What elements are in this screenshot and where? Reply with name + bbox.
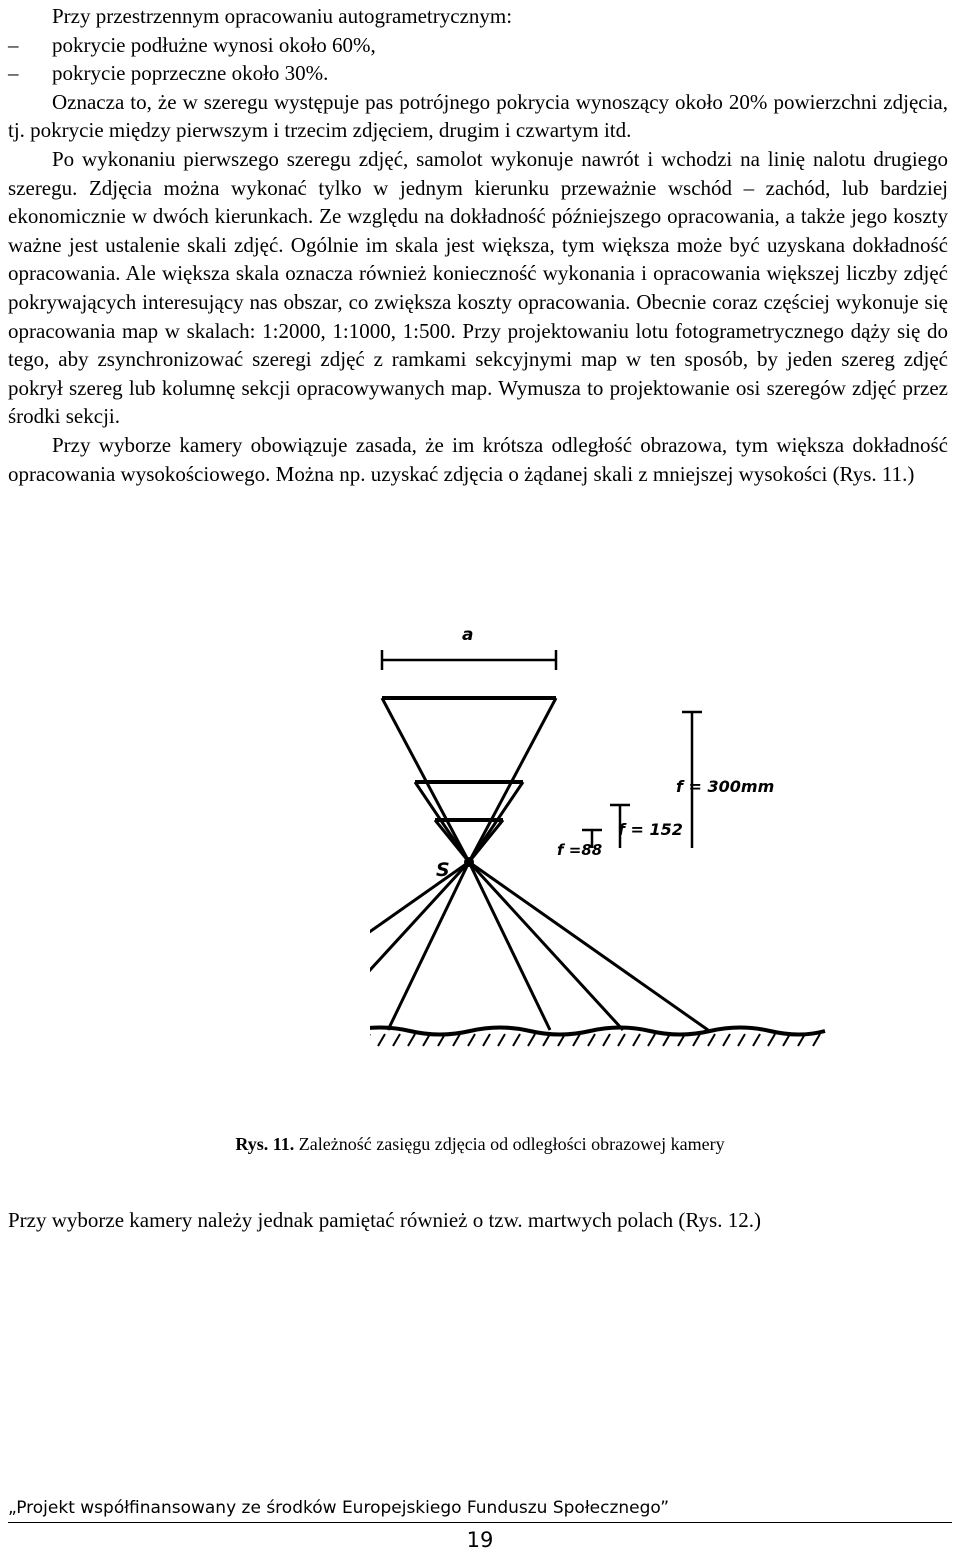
list-item-text: pokrycie podłużne wynosi około 60%, [52, 32, 376, 57]
footer-divider [8, 1522, 952, 1523]
intro-line: Przy przestrzennym opracowaniu autogrametrycznym: [52, 4, 513, 28]
ground-line [370, 1028, 825, 1035]
list-dash: – [8, 32, 19, 57]
caption-number: Rys. 11. [235, 1134, 295, 1154]
page-number: 19 [466, 1528, 494, 1552]
body-text [8, 2, 948, 488]
diagram-svg [370, 620, 830, 1060]
figure-focal-length-diagram [370, 620, 830, 1060]
label-f300: f = 300mm [676, 777, 775, 796]
label-a: a [462, 625, 474, 645]
list-item-text: pokrycie poprzeczne około 30%. [52, 61, 329, 86]
caption-text: Zależność zasięgu zdjęcia od odległości obrazowej kamery [294, 1134, 725, 1154]
label-s: S [436, 859, 450, 881]
footer-project-note: „Projekt współfinansowany ze środków Europejskiego Funduszu Społecznego” [8, 1498, 670, 1518]
figure-caption [0, 1134, 960, 1155]
paragraph-flight-planning: Po wykonaniu pierwszego szeregu zdjęć, samolot wykonuje nawrót i wchodzi na linię nalotu drugiego szeregu. Zdjęcia można wykonać tylko w jednym kierunku przeważnie wschód – zachód, lub bardziej ekonomicznie w dwóch kierunkach. Ze względu na dokładność późniejszego opracowania, a także jego koszty ważne jest ustalenie skali zdjęć. Ogólnie im skala jest większa, tym większa może być uzyskana dokładność opracowania. Ale większa skala oznacza również konieczność wykonania i opracowania większej liczby zdjęć pokrywających interesujący nas obszar, co zwiększa koszty opracowania. Obecnie coraz częściej wykonuje się opracowania map w skalach: 1:2000, 1:1000, 1:500. Przy projektowaniu lotu fotogrametrycznego dąży się do tego, aby zsynchronizować szeregi zdjęć z ramkami sekcyjnymi map w ten sposób, by jeden szereg zdjęć pokrył szereg lub kolumnę sekcji opracowywanych map. Wymusza to projektowanie osi szeregów zdjęć przez środki sekcji. [8, 146, 948, 429]
label-f152: f = 152 [618, 820, 683, 839]
list-item [8, 59, 948, 88]
label-f88: f =88 [557, 841, 603, 859]
lower-rays [370, 862, 708, 1030]
perspective-center [464, 857, 474, 867]
list-dash: – [8, 61, 19, 86]
list-item [8, 31, 948, 60]
paragraph-dead-fields: Przy wyborze kamery należy jednak pamiętać również o tzw. martwych polach (Rys. 12.) [8, 1208, 761, 1232]
paragraph-camera-choice: Przy wyborze kamery obowiązuje zasada, że im krótsza odległość obrazowa, tym większa dokładność opracowania wysokościowego. Można np. uzyskać zdjęcia o żądanej skali z mniejszej wysokości (Rys. 11.) [8, 432, 948, 486]
paragraph-overlap: Oznacza to, że w szeregu występuje pas potrójnego pokrycia wynoszący około 20% powierzchni zdjęcia, tj. pokrycie między pierwszym i trzecim zdjęciem, drugim i czwartym itd. [8, 89, 948, 143]
